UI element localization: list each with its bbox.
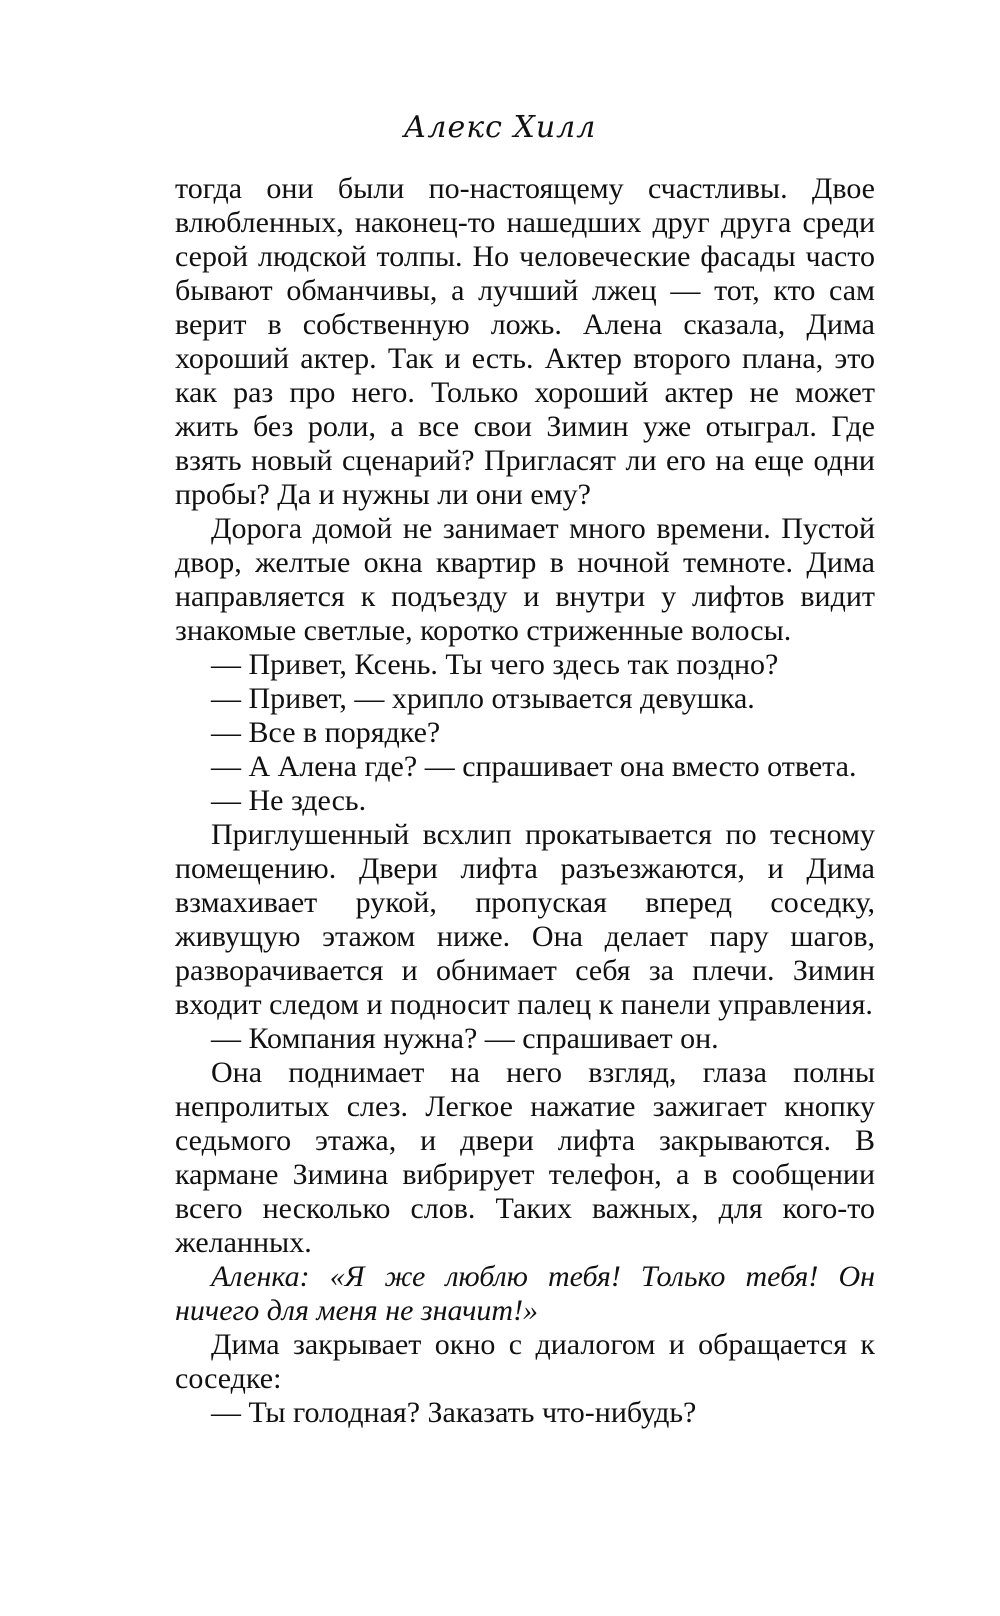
dialogue-line: — Не здесь. bbox=[211, 784, 367, 817]
dialogue-line: — Привет, — хрипло отзывается девушка. bbox=[211, 682, 755, 715]
paragraph: тогда они были по-настоящему счастливы. Двое влюбленных, наконец-то нашедших друг друга среди серой людской толпы. Но человеческие фасады часто бывают обманчивы, а лучший лжец — тот, кто сам верит в собственную ложь. Алена сказала, Дима хороший актер. Так и есть. Актер второго плана, это как раз про него. Только хороший актер не может жить без роли, а все свои Зимин уже отыграл. Где взять новый сценарий? Пригласят ли его на еще одни пробы? Да и нужны ли они ему? bbox=[175, 172, 875, 511]
dialogue-line: — Все в порядке? bbox=[211, 716, 441, 749]
dialogue-line: — А Алена где? — спрашивает она вместо ответа. bbox=[211, 750, 857, 783]
dialogue-line: — Компания нужна? — спрашивает он. bbox=[211, 1022, 719, 1055]
dialogue-line: — Ты голодная? Заказать что-нибудь? bbox=[211, 1396, 697, 1429]
paragraph: Приглушенный всхлип прокатывается по тесному помещению. Двери лифта разъезжаются, и Дима взмахивает рукой, пропуская вперед соседку, живущую этажом ниже. Она делает пару шагов, разворачивается и обнимает себя за плечи. Зимин входит следом и подносит палец к панели управления. bbox=[175, 818, 875, 1021]
paragraph: Она поднимает на него взгляд, глаза полны непролитых слез. Легкое нажатие зажигает кнопку седьмого этажа, и двери лифта закрываются. В кармане Зимина вибрирует телефон, а в сообщении всего несколько слов. Таких важных, для кого-то желанных. bbox=[175, 1056, 875, 1259]
running-header: Алекс Хилл bbox=[403, 110, 597, 145]
body-text bbox=[175, 172, 875, 1430]
paragraph: Дима закрывает окно с диалогом и обращается к соседке: bbox=[175, 1328, 875, 1395]
text-message: Аленка: «Я же люблю тебя! Только тебя! Он ничего для меня не значит!» bbox=[175, 1260, 875, 1327]
dialogue-line: — Привет, Ксень. Ты чего здесь так поздно? bbox=[211, 648, 779, 681]
paragraph: Дорога домой не занимает много времени. Пустой двор, желтые окна квартир в ночной темноте. Дима направляется к подъезду и внутри у лифтов видит знакомые светлые, коротко стриженные волосы. bbox=[175, 512, 875, 647]
